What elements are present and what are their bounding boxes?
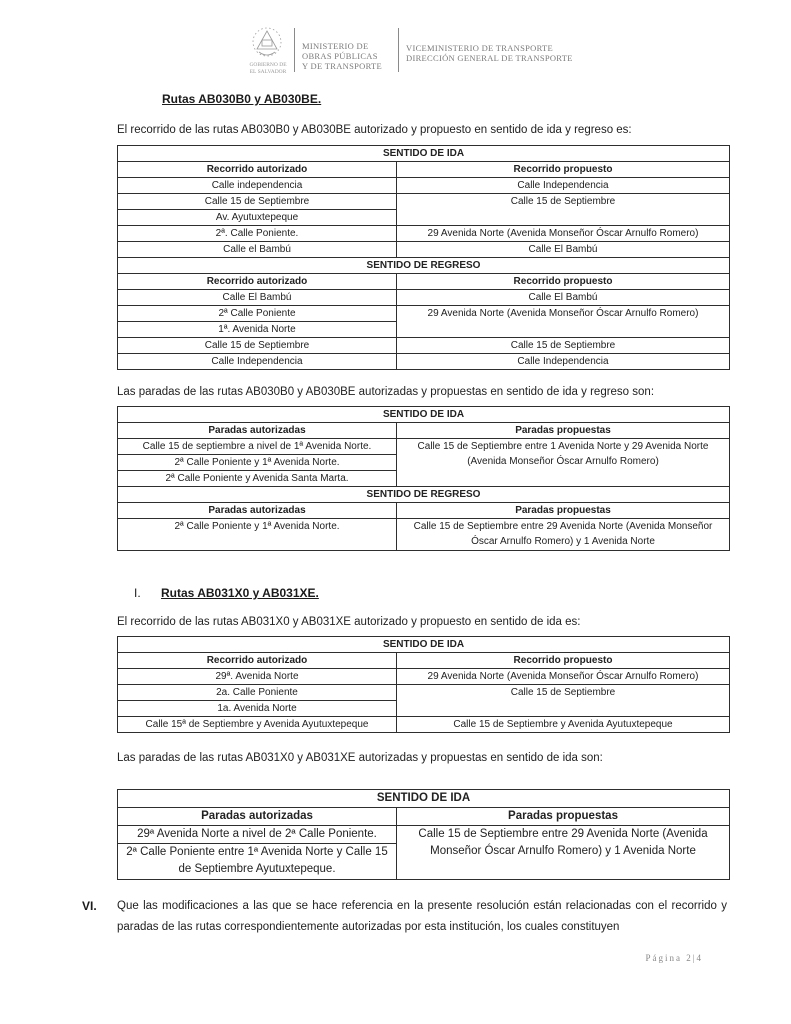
column-header: Recorrido propuesto bbox=[397, 162, 730, 178]
column-header: Paradas autorizadas bbox=[118, 503, 397, 519]
column-header: Paradas propuestas bbox=[397, 808, 730, 826]
table-cell: Calle 15 de septiembre a nivel de 1ª Avenida Norte. bbox=[118, 439, 397, 455]
column-header: Recorrido autorizado bbox=[118, 162, 397, 178]
table-cell: Calle independencia bbox=[118, 178, 397, 194]
table-cell: Calle 15 de Septiembre entre 1 Avenida Norte y 29 Avenida Norte (Avenida Monseñor Óscar Arnulfo Romero) bbox=[397, 439, 730, 487]
ministry-line: Y DE TRANSPORTE bbox=[302, 61, 383, 71]
column-header: Paradas propuestas bbox=[397, 423, 730, 439]
table-title: SENTIDO DE IDA bbox=[118, 146, 730, 162]
table-cell: 2ª Calle Poniente y Avenida Santa Marta. bbox=[118, 471, 397, 487]
column-header: Paradas propuestas bbox=[397, 503, 730, 519]
table-cell: Calle 15 de Septiembre bbox=[397, 194, 730, 226]
table-cell: Calle Independencia bbox=[118, 354, 397, 370]
stops-table bbox=[117, 406, 730, 551]
table-cell: Calle El Bambú bbox=[397, 290, 730, 306]
table-title: SENTIDO DE IDA bbox=[118, 790, 730, 808]
table-cell: Calle 15ª de Septiembre y Avenida Ayutuxtepeque bbox=[118, 717, 397, 733]
table-cell: 2ª Calle Poniente y 1ª Avenida Norte. bbox=[118, 455, 397, 471]
table-title: SENTIDO DE REGRESO bbox=[118, 258, 730, 274]
table-title: SENTIDO DE REGRESO bbox=[118, 487, 730, 503]
table-cell: Calle 15 de Septiembre bbox=[118, 194, 397, 210]
table-cell: 2ª Calle Poniente entre 1ª Avenida Norte y Calle 15 de Septiembre Ayutuxtepeque. bbox=[118, 844, 397, 880]
column-header: Recorrido propuesto bbox=[397, 653, 730, 669]
column-header: Paradas autorizadas bbox=[118, 423, 397, 439]
column-header: Recorrido autorizado bbox=[118, 653, 397, 669]
letterhead-divider bbox=[294, 28, 295, 72]
letterhead-divider bbox=[398, 28, 399, 72]
table-cell: Calle El Bambú bbox=[118, 290, 397, 306]
stops-table bbox=[117, 789, 730, 880]
route-intro: El recorrido de las rutas AB031X0 y AB031XE autorizado y propuesto en sentido de ida es: bbox=[117, 616, 581, 628]
table-cell: 29ª Avenida Norte a nivel de 2ª Calle Poniente. bbox=[118, 826, 397, 844]
table-title: SENTIDO DE IDA bbox=[118, 407, 730, 423]
route-table bbox=[117, 145, 730, 370]
table-cell: Calle 15 de Septiembre entre 29 Avenida Norte (Avenida Monseñor Óscar Arnulfo Romero) y 1 Avenida Norte bbox=[397, 826, 730, 880]
vice-line: VICEMINISTERIO DE TRANSPORTE bbox=[406, 43, 554, 53]
table-cell: 2ª. Calle Poniente. bbox=[118, 226, 397, 242]
section-numeral: VI. bbox=[82, 899, 97, 913]
table-cell: Calle 15 de Septiembre bbox=[397, 685, 730, 717]
ministry-name bbox=[302, 41, 382, 71]
table-cell: Calle 15 de Septiembre bbox=[397, 338, 730, 354]
seal-icon bbox=[246, 22, 290, 78]
table-cell: 1ª. Avenida Norte bbox=[118, 322, 397, 338]
table-cell: Calle Independencia bbox=[397, 354, 730, 370]
table-cell: 29 Avenida Norte (Avenida Monseñor Óscar Arnulfo Romero) bbox=[397, 226, 730, 242]
route-intro: El recorrido de las rutas AB030B0 y AB030BE autorizado y propuesto en sentido de ida y regreso es: bbox=[117, 124, 632, 136]
table-cell: Calle 15 de Septiembre y Avenida Ayutuxtepeque bbox=[397, 717, 730, 733]
table-cell: 2a. Calle Poniente bbox=[118, 685, 397, 701]
stops-intro: Las paradas de las rutas AB031X0 y AB031XE autorizadas y propuestas en sentido de ida son: bbox=[117, 752, 603, 764]
table-cell: Av. Ayutuxtepeque bbox=[118, 210, 397, 226]
column-header: Recorrido autorizado bbox=[118, 274, 397, 290]
table-cell: 29ª. Avenida Norte bbox=[118, 669, 397, 685]
column-header: Paradas autorizadas bbox=[118, 808, 397, 826]
table-cell: Calle Independencia bbox=[397, 178, 730, 194]
ministry-line: MINISTERIO DE bbox=[302, 41, 369, 51]
page-number: Página 2|4 bbox=[645, 953, 703, 963]
ministry-line: OBRAS PÚBLICAS bbox=[302, 51, 378, 61]
section-numeral: I. bbox=[134, 586, 141, 600]
table-cell: 1a. Avenida Norte bbox=[118, 701, 397, 717]
letterhead bbox=[246, 22, 586, 78]
column-header: Recorrido propuesto bbox=[397, 274, 730, 290]
table-cell: 2ª Calle Poniente y 1ª Avenida Norte. bbox=[118, 519, 397, 551]
vice-line: DIRECCIÓN GENERAL DE TRANSPORTE bbox=[406, 53, 573, 63]
table-cell: 29 Avenida Norte (Avenida Monseñor Óscar Arnulfo Romero) bbox=[397, 306, 730, 338]
table-cell: Calle El Bambú bbox=[397, 242, 730, 258]
section-heading: Rutas AB030B0 y AB030BE. bbox=[162, 92, 322, 106]
stops-intro: Las paradas de las rutas AB030B0 y AB030BE autorizadas y propuestas en sentido de ida y regreso son: bbox=[117, 386, 655, 398]
viceministry-name bbox=[406, 43, 573, 63]
table-cell: Calle 15 de Septiembre bbox=[118, 338, 397, 354]
seal-text-line: EL SALVADOR bbox=[249, 69, 287, 75]
table-cell: Calle 15 de Septiembre entre 29 Avenida Norte (Avenida Monseñor Óscar Arnulfo Romero) y 1 Avenida Norte bbox=[397, 519, 730, 551]
section-heading: Rutas AB031X0 y AB031XE. bbox=[161, 586, 319, 600]
route-table bbox=[117, 636, 730, 733]
table-cell: 2ª Calle Poniente bbox=[118, 306, 397, 322]
seal-text-line: GOBIERNO DE bbox=[249, 62, 287, 68]
table-cell: Calle el Bambú bbox=[118, 242, 397, 258]
body-paragraph: Que las modificaciones a las que se hace referencia en la presente resolución están relacionadas con el recorrido y paradas de las rutas correspondientemente autorizadas por esta institución, los cuales constituyen bbox=[117, 900, 727, 933]
table-title: SENTIDO DE IDA bbox=[118, 637, 730, 653]
table-cell: 29 Avenida Norte (Avenida Monseñor Óscar Arnulfo Romero) bbox=[397, 669, 730, 685]
